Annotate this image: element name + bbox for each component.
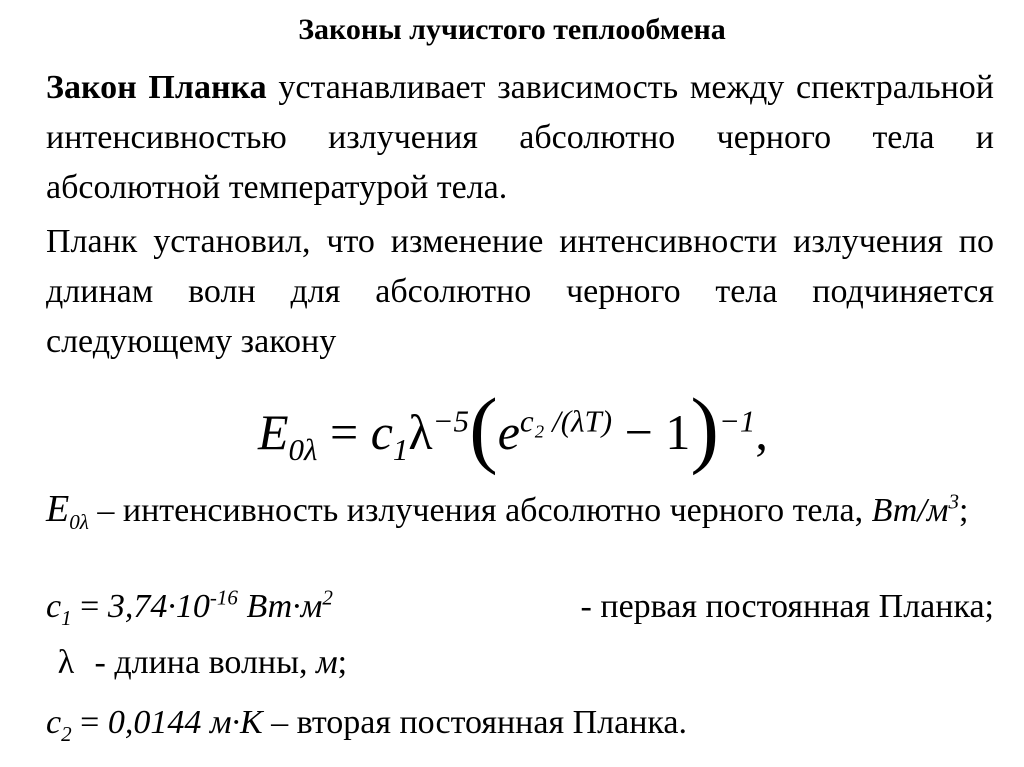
def-symbol-sub: 0λ [69, 509, 89, 534]
formula-open-paren: ( [469, 380, 498, 476]
def-unit: Вт/м [871, 492, 949, 529]
formula-exponent: c₂ /(λT) [519, 403, 613, 439]
formula-outer-exp: −1 [718, 403, 756, 439]
formula-lhs: E [258, 404, 289, 460]
def-symbol-sub: 2 [61, 721, 72, 746]
def-symbol: c [46, 704, 62, 741]
page-title: Законы лучистого теплообмена [298, 13, 726, 46]
definition-e0lambda [46, 484, 994, 536]
formula-equals: = [317, 404, 371, 460]
paragraph-planck-law [46, 63, 994, 213]
planck-formula [258, 378, 768, 478]
def-eq: = [71, 588, 108, 625]
formula-c1-sub: 1 [392, 432, 409, 467]
def-value: 0,0144 м·К [107, 704, 263, 741]
formula-minus-one: − 1 [612, 404, 691, 460]
def-unit: м [315, 644, 338, 681]
def-end: ; [959, 492, 969, 529]
def-value-sup: -16 [209, 585, 238, 610]
formula-lhs-sub: 0λ [288, 432, 318, 467]
def-symbol-sub: 1 [61, 605, 72, 630]
def-unit: Вт·м [237, 588, 323, 625]
def-text: - длина волны, [86, 644, 316, 681]
formula-comma: , [755, 404, 768, 460]
paragraph-planck-established: Планк установил, что изменение интенсивности излучения по длинам волн для абсолютно черного тела подчиняется следующему закону [46, 223, 994, 360]
def-text: - первая постоянная Планка; [580, 588, 994, 625]
def-value: 3,74·10 [107, 588, 210, 625]
definition-c1 [46, 584, 994, 630]
def-unit-sup: 3 [948, 489, 960, 514]
definition-c2 [46, 700, 994, 746]
term-planck-law: Закон Планка [46, 69, 267, 106]
def-text: – вторая постоянная Планка. [262, 704, 688, 741]
def-eq: = [71, 704, 108, 741]
def-symbol: λ [57, 644, 75, 681]
def-symbol: E [46, 488, 70, 530]
formula-lambda-exp: −5 [432, 403, 470, 439]
definition-lambda [46, 640, 994, 686]
def-end: ; [337, 644, 348, 681]
formula-e: e [497, 404, 520, 460]
def-text: – интенсивность излучения абсолютно черного тела, [88, 492, 872, 529]
formula-c1: c [370, 404, 393, 460]
formula-lambda: λ [408, 404, 433, 460]
def-symbol: c [46, 588, 62, 625]
def-unit-sup: 2 [322, 585, 333, 610]
paragraph-text: устанавливает зависимость между спектральной интенсивностью излучения абсолютно черного тела и абсолютной температурой тела. [46, 69, 994, 206]
formula-close-paren: ) [690, 380, 719, 476]
